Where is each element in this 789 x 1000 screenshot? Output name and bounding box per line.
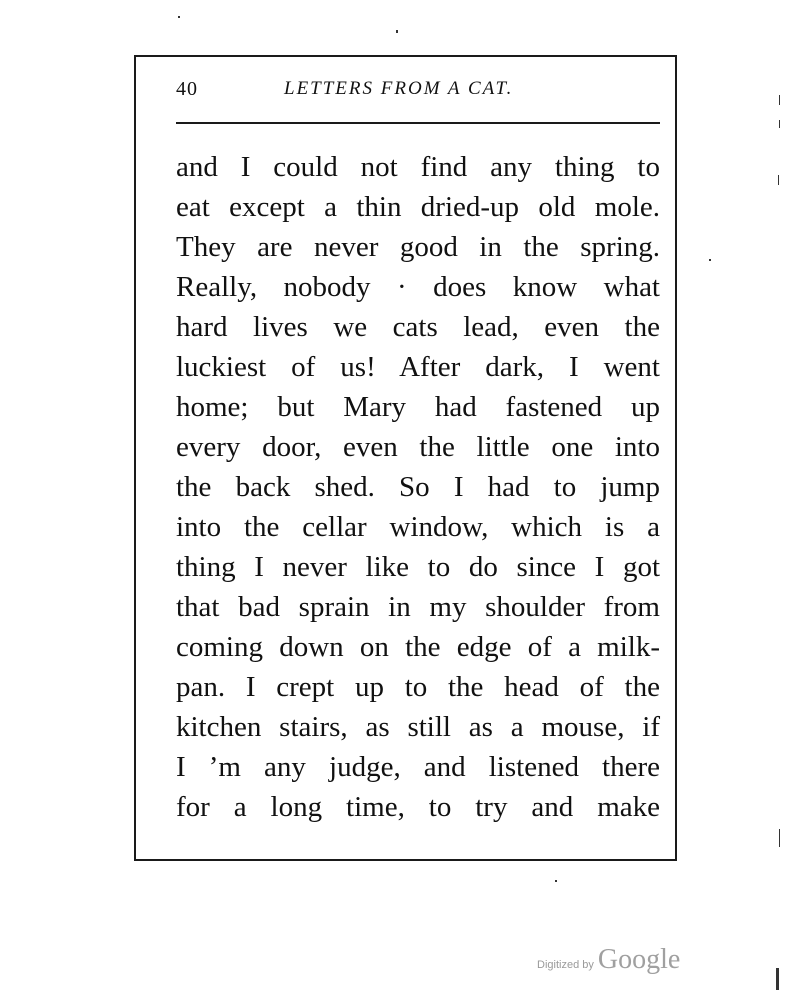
text-line: every door, even the little one into [176,431,660,463]
text-line: pan. I crept up to the head of the [176,671,660,703]
text-line: into the cellar window, which is a [176,511,660,543]
scan-speck [779,829,780,847]
text-line: that bad sprain in my shoulder from [176,591,660,623]
text-line: the back shed. So I had to jump [176,471,660,503]
text-line: eat except a thin dried-up old mole. [176,191,660,223]
digitized-watermark [537,944,680,974]
scan-speck [778,175,779,185]
text-line: and I could not find any thing to [176,151,660,183]
scan-speck [178,16,180,18]
scan-speck [709,259,711,261]
text-line: I ’m any judge, and listened there [176,751,660,783]
text-line: kitchen stairs, as still as a mouse, if [176,711,660,743]
header-rule [176,122,660,124]
text-line: thing I never like to do since I got [176,551,660,583]
text-line: hard lives we cats lead, even the [176,311,660,343]
text-line: home; but Mary had fastened up [176,391,660,423]
text-line: Really, nobody · does know what [176,271,660,303]
text-line: for a long time, to try and make [176,791,660,823]
watermark-prefix: Digitized by [537,959,594,971]
text-line: luckiest of us! After dark, I went [176,351,660,383]
page-number: 40 [176,78,198,100]
scan-speck [555,880,557,882]
running-title: LETTERS FROM A CAT. [284,78,514,99]
scan-speck [396,30,398,33]
page-header [176,76,660,106]
watermark-brand: Google [597,944,681,975]
text-line: They are never good in the spring. [176,231,660,263]
scan-speck [779,120,780,128]
text-line: coming down on the edge of a milk- [176,631,660,663]
body-text [176,147,660,827]
scan-speck [779,95,780,105]
scan-speck [776,968,779,990]
